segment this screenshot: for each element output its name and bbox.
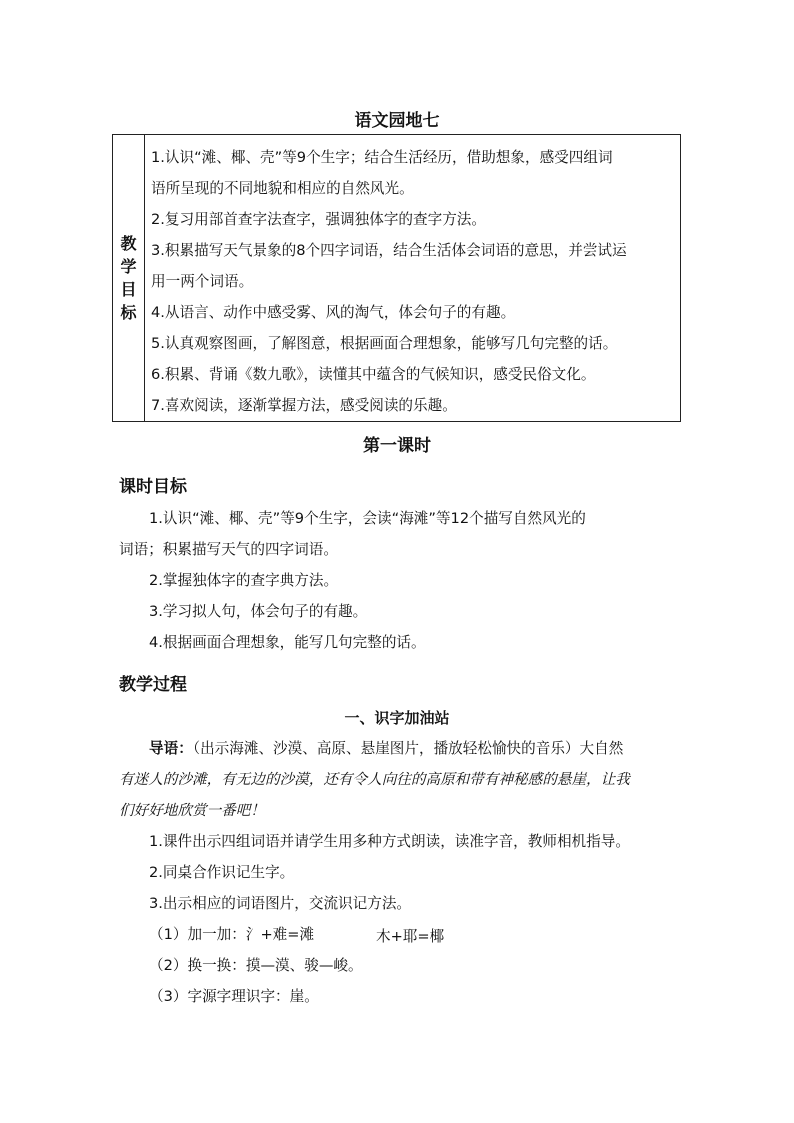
teaching-goals-label — [113, 135, 145, 422]
lesson-title: 第一课时 — [363, 436, 431, 456]
method-line: （1）加一加：氵+难=滩 — [149, 926, 315, 943]
method-line: 木+耶=椰 — [376, 928, 445, 945]
step-line: 1.课件出示四组词语并请学生用多种方式朗读，读准字音，教师相机指导。 — [149, 833, 630, 850]
goal-line: 6.积累、背诵《数九歌》，读懂其中蕴含的气候知识，感受民俗文化。 — [151, 366, 596, 383]
lesson-goal-line: 1.认识“滩、椰、壳”等9个生字，会读“海滩”等12个描写自然风光的 — [149, 510, 586, 527]
lesson-goal-line: 4.根据画面合理想象，能写几句完整的话。 — [149, 634, 426, 651]
step-line: 3.出示相应的词语图片，交流识记方法。 — [149, 895, 412, 912]
intro-line: 有迷人的沙滩，有无边的沙漠，还有令人向往的高原和带有神秘感的悬崖，让我 — [119, 771, 630, 788]
label-char: 学 — [120, 257, 137, 276]
intro-line — [149, 739, 623, 759]
method-line: （2）换一换：摸—漠、骏—峻。 — [149, 957, 363, 974]
goal-line: 5.认真观察图画，了解图意，根据画面合理想象，能够写几句完整的话。 — [151, 335, 618, 352]
goal-line: 4.从语言、动作中感受雾、风的淘气，体会句子的有趣。 — [151, 304, 516, 321]
goal-line: 2.复习用部首查字法查字，强调独体字的查字方法。 — [151, 211, 486, 228]
intro-label: 导语： — [149, 740, 193, 757]
intro-text: （出示海滩、沙漠、高原、悬崖图片，播放轻松愉快的音乐）大自然 — [192, 740, 624, 757]
teaching-goals-list — [145, 135, 681, 422]
goal-line: 语所呈现的不同地貌和相应的自然风光。 — [151, 180, 414, 197]
goal-line: 7.喜欢阅读，逐渐掌握方法，感受阅读的乐趣。 — [151, 397, 457, 414]
lesson-goal-line: 词语；积累描写天气的四字词语。 — [119, 541, 338, 558]
process-heading: 教学过程 — [119, 675, 187, 695]
lesson-goal-line: 3.学习拟人句，体会句子的有趣。 — [149, 603, 368, 620]
label-char: 教 — [120, 234, 137, 253]
lesson-goals-heading: 课时目标 — [119, 477, 187, 497]
teaching-goals-table — [112, 134, 681, 422]
label-char: 目 — [120, 280, 137, 299]
method-line: （3）字源字理识字：崖。 — [149, 988, 319, 1005]
intro-line: 们好好地欣赏一番吧！ — [119, 802, 265, 819]
label-char: 标 — [120, 303, 137, 322]
step-line: 2.同桌合作识记生字。 — [149, 864, 295, 881]
section-title: 一、识字加油站 — [344, 709, 450, 727]
goal-line: 用一两个词语。 — [151, 273, 254, 290]
document-title: 语文园地七 — [354, 111, 440, 131]
goal-line: 1.认识“滩、椰、壳”等9个生字；结合生活经历，借助想象，感受四组词 — [151, 149, 613, 166]
lesson-goal-line: 2.掌握独体字的查字典方法。 — [149, 572, 339, 589]
goal-line: 3.积累描写天气景象的8个四字词语，结合生活体会词语的意思，并尝试运 — [151, 242, 627, 259]
